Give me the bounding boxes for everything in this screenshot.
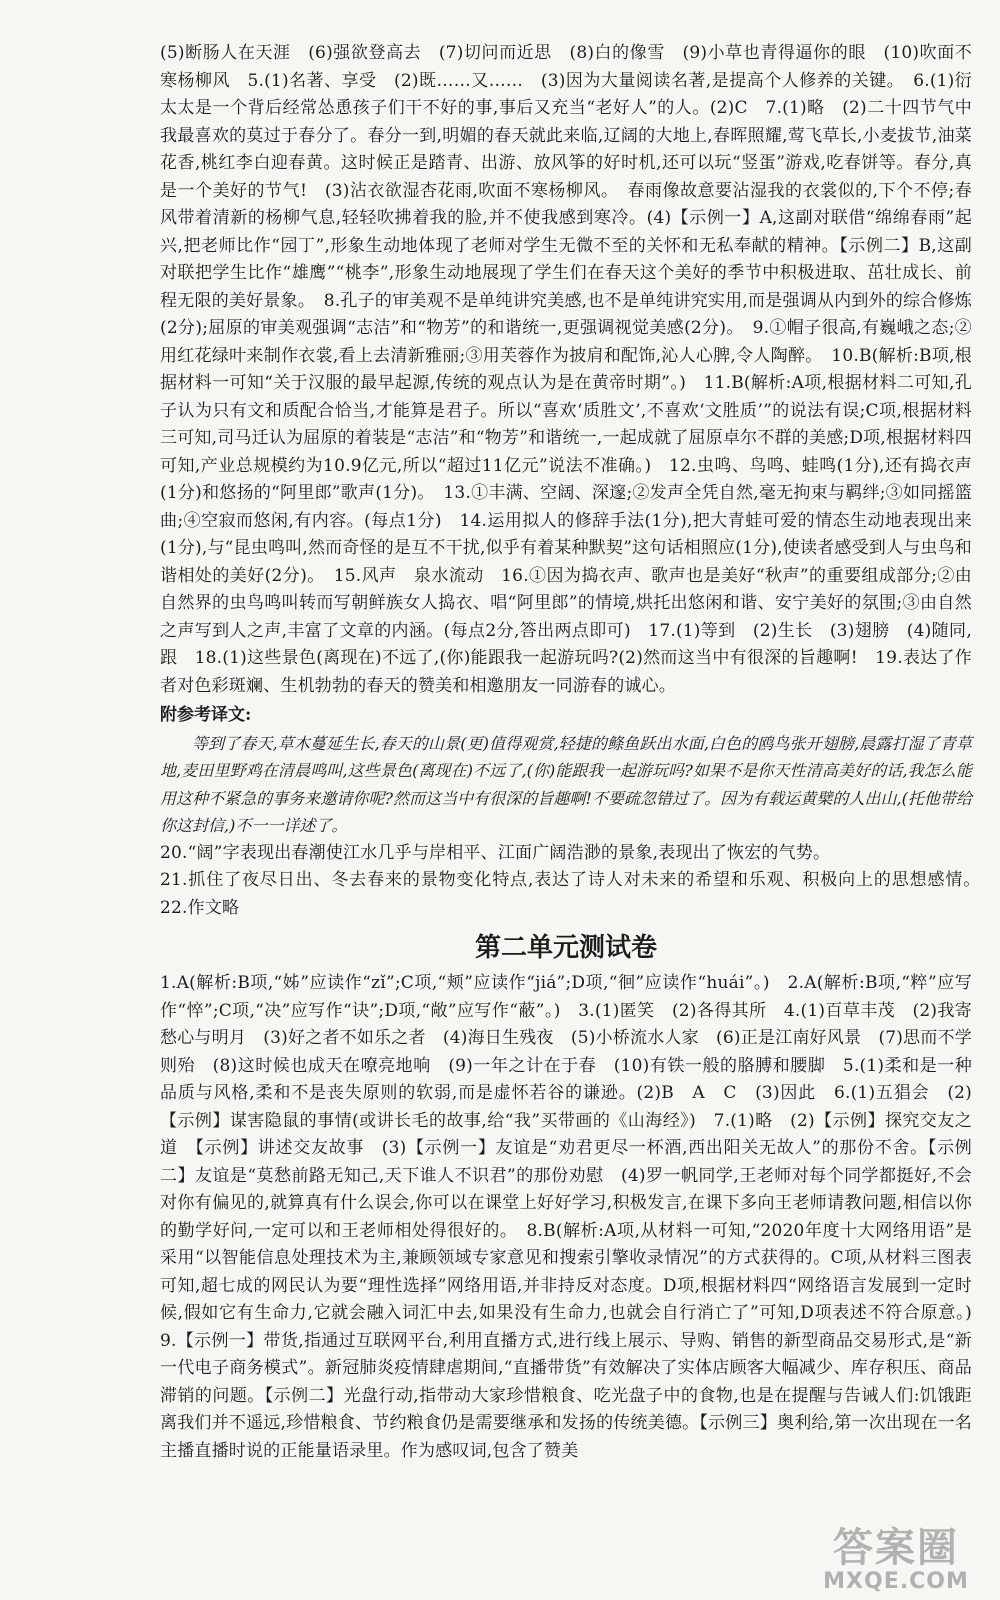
answer-line-20: 20.“阔”字表现出春潮使江水几乎与岸相平、江面广阔浩渺的景象,表现出了恢宏的气势。 xyxy=(160,842,831,863)
answer-paragraph-unit1: (5)断肠人在天涯 (6)强欲登高去 (7)切问而近思 (8)白的像雪 (9)小草也青得逼你的眼 (10)吹面不寒杨柳风 5.(1)名著、享受 (2)既……又…… (3)因为大量阅读名著,是提高个人修养的关键。 6.(1)衍太太是一个背后经常怂恿孩子们干不好的事,事后又充当“老好人”的人。(2)C 7.(1)略 (2)二十四节气中我最喜欢的莫过于春分了。春分一到,明媚的春天就此来临,辽阔的大地上,春晖照耀,莺飞草长,小麦拔节,油菜花香,桃红李白迎春黄。这时候正是踏青、出游、放风筝的好时机,还可以玩“竖蛋”游戏,吃春饼等。春分,真是一个美好的节气! (3)沾衣欲湿杏花雨,吹面不寒杨柳风。 春雨像故意要沾湿我的衣裳似的,下个不停;春风带着清新的杨柳气息,轻轻吹拂着我的脸,并不使我感到寒冷。(4)【示例一】A,这副对联借“绵绵春雨”起兴,把老师比作“园丁”,形象生动地体现了老师对学生无微不至的关怀和无私奉献的精神。【示例二】B,这副对联把学生比作“雄鹰”“桃李”,形象生动地展现了学生们在春天这个美好的季节中积极进取、茁壮成长、前程无限的美好景象。 8.孔子的审美观不是单纯讲究美感,也不是单纯讲究实用,而是强调从内到外的综合修炼(2分);屈原的审美观强调“志洁”和“物芳”的和谐统一,更强调视觉美感(2分)。 9.①帽子很高,有巍峨之态;②用红花绿叶来制作衣裳,看上去清新雅丽;③用芙蓉作为披肩和配饰,沁人心脾,令人陶醉。 10.B(解析:B项,根据材料一可知“关于汉服的最早起源,传统的观点认为是在黄帝时期”。) 11.B(解析:A项,根据材料二可知,孔子认为只有文和质配合恰当,才能算是君子。所以“喜欢‘质胜文’,不喜欢‘文胜质’”的说法有误;C项,根据材料三可知,司马迁认为屈原的着装是“志洁”和“物芳”和谐统一,一起成就了屈原卓尔不群的美感;D项,根据材料四可知,产业总规模约为10.9亿元,所以“超过11亿元”说法不准确。) 12.虫鸣、鸟鸣、蛙鸣(1分),还有捣衣声(1分)和悠扬的“阿里郎”歌声(1分)。 13.①丰满、空阔、深邃;②发声全凭自然,毫无拘束与羁绊;③如同摇篮曲;④空寂而悠闲,有内容。(每点1分) 14.运用拟人的修辞手法(1分),把大青蛙可爱的情态生动地表现出来(1分),与“昆虫鸣叫,然而奇怪的是互不干扰,似乎有着某种默契”这句话相照应(1分),使读者感受到人与虫鸟和谐相处的美好(2分)。 15.风声 泉水流动 16.①因为捣衣声、歌声也是美好“秋声”的重要组成部分;②由自然界的虫鸟鸣叫转而写朝鲜族女人捣衣、唱“阿里郎”的情境,烘托出悠闲和谐、安宁美好的氛围;③由自然之声写到人之声,丰富了文章的内涵。(每点2分,答出两点即可) 17.(1)等到 (2)生长 (3)翅膀 (4)随同,跟 18.(1)这些景色(离现在)不远了,(你)能跟我一起游玩吗?(2)然而这当中有很深的旨趣啊! 19.表达了作者对色彩斑斓、生机勃勃的春天的赞美和相邀朋友一同游春的诚心。 xyxy=(160,43,972,696)
translation-text: 等到了春天,草木蔓延生长,春天的山景(更)值得观赏,轻捷的鲦鱼跃出水面,白色的鸥鸟张开翅膀,晨露打湿了青草地,麦田里野鸡在清晨鸣叫,这些景色(离现在)不远了,(你)能跟我一起游玩吗?如果不是你天性清高美好的话,我怎么能用这种不紧急的事务来邀请你呢?然而这当中有很深的旨趣啊!不要疏忽错过了。因为有载运黄檗的人出山,(托他带给你这封信,)不一一详述了。 xyxy=(160,733,972,835)
watermark-logo xyxy=(806,1526,986,1594)
answer-line-21: 21.抓住了夜尽日出、冬去春来的景物变化特点,表达了诗人对未来的希望和乐观、积极向上的思想感情。 22.作文略 xyxy=(160,870,990,918)
answer-page xyxy=(160,40,990,1465)
watermark-url: MXQE.COM xyxy=(823,1569,969,1594)
unit2-heading: 第二单元测试卷 xyxy=(474,933,657,963)
translation-label: 附参考译文: xyxy=(160,705,252,725)
answer-paragraph-unit2: 1.A(解析:B项,“姊”应读作“zǐ”;C项,“颊”应读作“jiá”;D项,“徊”应读作“huái”。) 2.A(解析:B项,“粹”应写作“悴”;C项,“决”应写作“诀”;D项,“敞”应写作“蔽”。) 3.(1)匿笑 (2)各得其所 4.(1)百草丰茂 (2)我寄愁心与明月 (3)好之者不如乐之者 (4)海日生残夜 (5)小桥流水人家 (6)正是江南好风景 (7)思而不学则殆 (8)这时候也成天在嘹亮地响 (9)一年之计在于春 (10)有铁一般的胳膊和腰脚 5.(1)柔和是一种品质与风格,柔和不是丧失原则的软弱,而是虚怀若谷的谦逊。(2)B A C (3)因此 6.(1)五猖会 (2)【示例】谋害隐鼠的事情(或讲长毛的故事,给“我”买带画的《山海经》) 7.(1)略 (2)【示例】探究交友之道 【示例】讲述交友故事 (3)【示例一】友谊是“劝君更尽一杯酒,西出阳关无故人”的那份不舍。【示例二】友谊是“莫愁前路无知己,天下谁人不识君”的那份劝慰 (4)罗一帆同学,王老师对每个同学都挺好,不会对你有偏见的,就算真有什么误会,你可以在课堂上好好学习,积极发言,在课下多向王老师请教问题,相信以你的勤学好问,一定可以和王老师相处得很好的。 8.B(解析:A项,从材料一可知,“2020年度十大网络用语”是采用“以智能信息处理技术为主,兼顾领域专家意见和搜索引擎收录情况”的方式获得的。C项,从材料三图表可知,超七成的网民认为要“理性选择”网络用语,并非持反对态度。D项,根据材料四“网络语言发展到一定时候,假如它有生命力,它就会融入词汇中去,如果没有生命力,也就会自行消亡了”可知,D项表述不符合原意。) 9.【示例一】带货,指通过互联网平台,利用直播方式,进行线上展示、导购、销售的新型商品交易形式,是“新一代电子商务模式”。新冠肺炎疫情肆虐期间,“直播带货”有效解决了实体店顾客大幅减少、库存积压、商品滞销的问题。【示例二】光盘行动,指带动大家珍惜粮食、吃光盘子中的食物,也是在提醒与告诫人们:饥饿距离我们并不遥远,珍惜粮食、节约粮食仍是需要继承和发扬的传统美德。【示例三】奥利给,第一次出现在一名主播直播时说的正能量语录里。作为感叹词,包含了赞美 xyxy=(160,973,990,1461)
watermark-title: 答案圈 xyxy=(833,1525,959,1571)
